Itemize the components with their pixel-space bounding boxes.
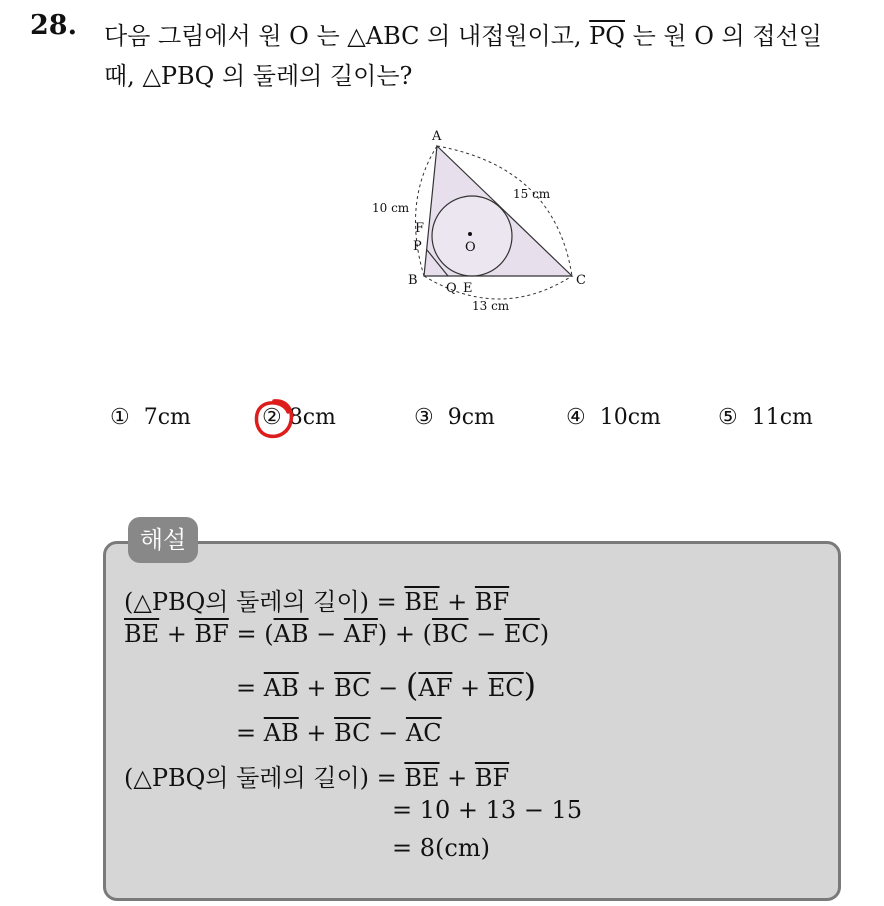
- solution-line-2: $\overline{BE} + \overline{BF} = (\overline{AB} - \overline{AF}) + (\overline{BC} - \overline{EC})$: [124, 620, 550, 648]
- label-e: E: [463, 281, 473, 296]
- triangle-figure: [360, 122, 600, 322]
- solution-line-5: (△PBQ의 둘레의 길이) = $\overline{BE} + \overline{BF}$: [124, 764, 510, 792]
- label-o: O: [465, 240, 476, 255]
- label-c: C: [576, 273, 586, 288]
- label-ab-length: 10 cm: [372, 201, 410, 215]
- label-f: F: [415, 221, 425, 236]
- center-dot: [468, 232, 472, 236]
- question-line-2: 때, △PBQ 의 둘레의 길이는?: [104, 62, 413, 90]
- solution-line-6: = 10 + 13 − 15: [392, 796, 583, 824]
- question-line-1: [104, 16, 822, 51]
- choice-4[interactable]: ④ 10cm: [566, 405, 661, 430]
- label-b: B: [408, 273, 418, 288]
- label-q: Q: [446, 281, 457, 296]
- question-number: 28.: [30, 10, 77, 41]
- choice-3[interactable]: ③ 9cm: [414, 405, 495, 430]
- solution-line-3: = $\overline{AB} + \overline{BC} - (\overline{AF} + \overline{EC})$: [236, 666, 537, 704]
- incircle-o: [432, 196, 512, 276]
- label-p: P: [413, 239, 422, 254]
- solution-line-1: (△PBQ의 둘레의 길이) = $\overline{BE} + \overline{BF}$: [124, 588, 510, 616]
- solution-tag: 해설: [128, 517, 198, 563]
- solution-line-4: = $\overline{AB} + \overline{BC} - \overline{AC}$: [236, 719, 442, 747]
- label-a: A: [432, 129, 442, 144]
- choice-1[interactable]: ① 7cm: [110, 405, 191, 430]
- segment-pq: $\overline{PQ}$: [589, 22, 625, 50]
- question-text-b: 는 원 O 의 접선일: [624, 22, 822, 50]
- solution-line-7: = 8(cm): [392, 834, 490, 862]
- choice-2[interactable]: ② 8cm: [262, 405, 336, 430]
- label-ac-length: 15 cm: [513, 187, 551, 201]
- question-text-a: 다음 그림에서 원 O 는 △ABC 의 내접원이고,: [104, 22, 590, 50]
- label-bc-length: 13 cm: [472, 299, 510, 313]
- choice-5[interactable]: ⑤ 11cm: [718, 405, 813, 430]
- answer-circle-mark: [251, 396, 297, 442]
